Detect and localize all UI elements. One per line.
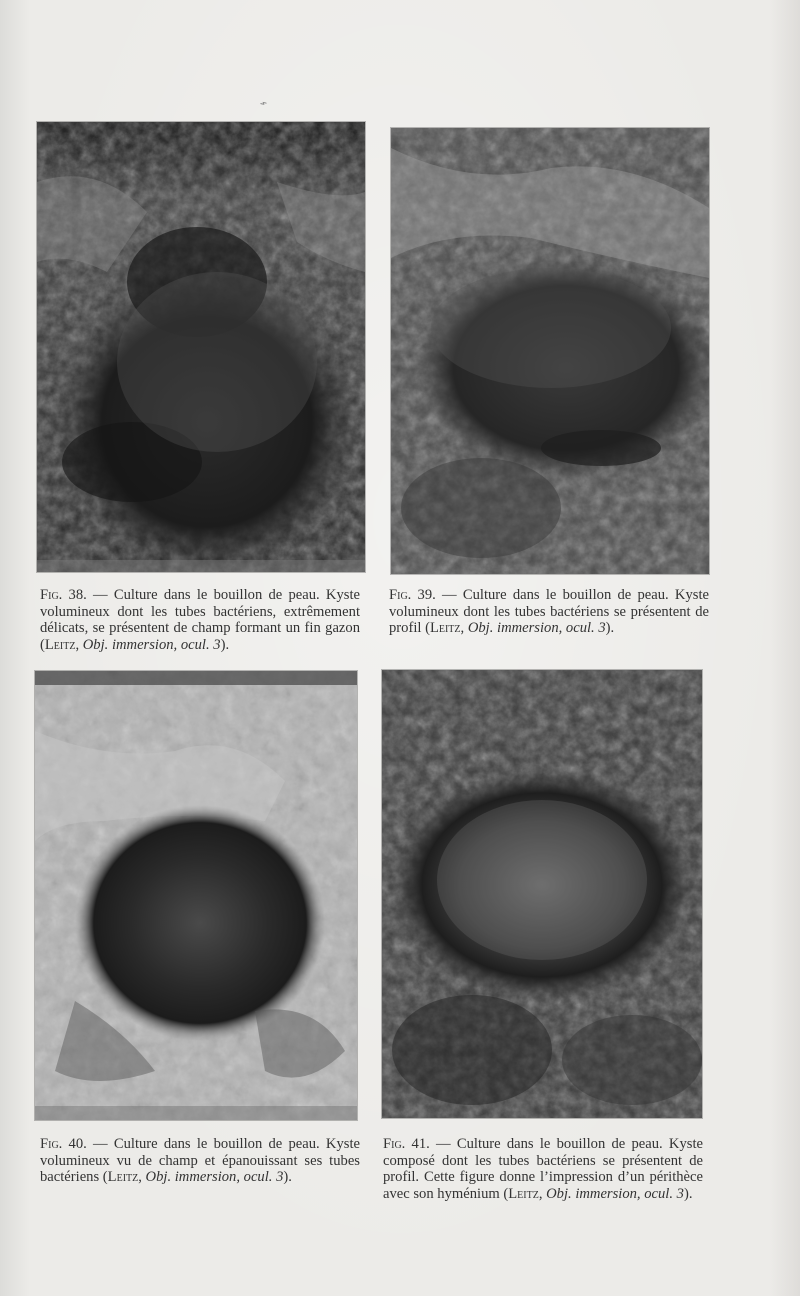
- figure-caption-40: Fig. 40. — Culture dans le bouillon de peau. Kyste volumineux vu de champ et épanouissant ses tubes bactériens (Leitz, Obj. immersion, ocul. 3).: [40, 1136, 360, 1185]
- caption-text: — Culture dans le bouillon de peau. Kyste volumineux dont les tubes bactériens se présentent de profil: [389, 587, 709, 636]
- reference-author: Leitz,: [107, 1169, 142, 1185]
- reference-objective: Obj. immersion, ocul. 3: [546, 1185, 684, 1202]
- micrograph-fig-40: [35, 671, 357, 1120]
- caption-label: Fig. 38.: [40, 587, 87, 603]
- reference-close: ).: [605, 620, 615, 636]
- caption-label: Fig. 41.: [383, 1136, 430, 1152]
- caption-label: Fig. 40.: [40, 1136, 87, 1152]
- figure-caption-38: Fig. 38. — Culture dans le bouillon de peau. Kyste volumineux dont les tubes bactériens, extrêmement délicats, se présentent de champ formant un fin gazon (Leitz, Obj. immersion, ocul. 3).: [40, 587, 360, 653]
- figure-caption-39: Fig. 39. — Culture dans le bouillon de peau. Kyste volumineux dont les tubes bactériens se présentent de profil (Leitz, Obj. immersion, ocul. 3).: [389, 587, 709, 636]
- caption-text: — Culture dans le bouillon de peau. Kyste composé dont les tubes bactériens se présentent de profil. Cette figure donne l’impression d’un périthèce avec son hyménium: [383, 1136, 703, 1202]
- reference-close: ).: [683, 1185, 693, 1202]
- caption-text: — Culture dans le bouillon de peau. Kyste volumineux vu de champ et épanouissant ses tubes bactériens: [40, 1136, 360, 1185]
- reference-author: Leitz,: [44, 636, 80, 653]
- reference-close: ).: [220, 636, 230, 653]
- micrograph-fig-38: [37, 122, 365, 572]
- reference-close: ).: [283, 1169, 292, 1185]
- caption-label: Fig. 39.: [389, 587, 436, 603]
- reference-author: Leitz,: [429, 620, 465, 636]
- micrograph-fig-39: [391, 128, 709, 574]
- micrograph-fig-41: [382, 670, 702, 1118]
- reference-objective: Obj. immersion, ocul. 3: [467, 620, 606, 636]
- figure-caption-41: Fig. 41. — Culture dans le bouillon de peau. Kyste composé dont les tubes bactériens se présentent de profil. Cette figure donne l’impression d’un périthèce avec son hyménium (Leitz, Obj. immersion, ocul. 3).: [383, 1136, 703, 1202]
- reference-objective: Obj. immersion, ocul. 3: [82, 636, 221, 653]
- reference-objective: Obj. immersion, ocul. 3: [145, 1169, 284, 1185]
- reference-author: Leitz,: [508, 1185, 543, 1202]
- plate-mark: ⌁: [257, 95, 270, 111]
- caption-text: — Culture dans le bouillon de peau. Kyste volumineux dont les tubes bactériens, extrêmement délicats, se présentent de champ formant un fin gazon: [40, 587, 360, 636]
